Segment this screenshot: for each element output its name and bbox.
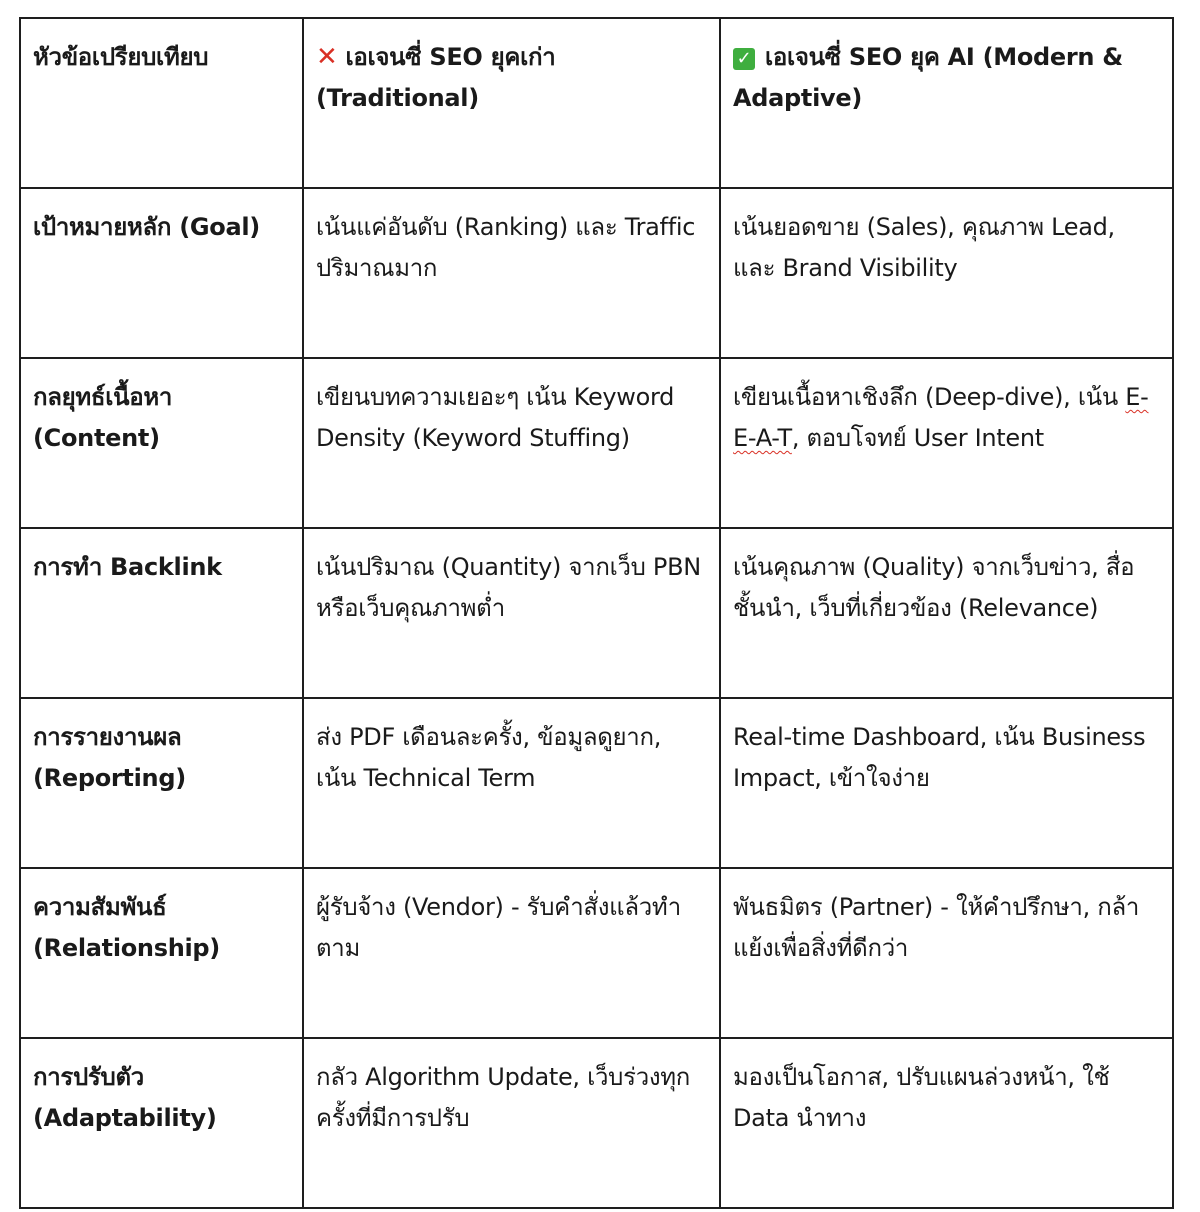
- traditional-cell: กลัว Algorithm Update, เว็บร่วงทุกครั้งที่มีการปรับ: [303, 1038, 720, 1208]
- table-row-adaptability: [20, 1038, 1173, 1208]
- topic-cell: การปรับตัว (Adaptability): [20, 1038, 303, 1208]
- topic-cell: ความสัมพันธ์ (Relationship): [20, 868, 303, 1038]
- modern-cell: เน้นคุณภาพ (Quality) จากเว็บข่าว, สื่อชั้นนำ, เว็บที่เกี่ยวข้อง (Relevance): [720, 528, 1173, 698]
- header-traditional-label: เอเจนซี่ SEO ยุคเก่า (Traditional): [316, 43, 556, 112]
- header-modern-label: เอเจนซี่ SEO ยุค AI (Modern & Adaptive): [733, 43, 1123, 112]
- table-row-reporting: [20, 698, 1173, 868]
- modern-cell: Real-time Dashboard, เน้น Business Impact, เข้าใจง่าย: [720, 698, 1173, 868]
- topic-cell: เป้าหมายหลัก (Goal): [20, 188, 303, 358]
- spellcheck-flagged-word[interactable]: E-E-A-T: [733, 383, 1149, 452]
- traditional-cell: เน้นแค่อันดับ (Ranking) และ Traffic ปริมาณมาก: [303, 188, 720, 358]
- cross-mark-icon: ✕: [316, 42, 338, 72]
- header-traditional: [303, 18, 720, 188]
- header-topic-label: หัวข้อเปรียบเทียบ: [33, 43, 209, 71]
- table-row-backlink: [20, 528, 1173, 698]
- modern-cell: เน้นยอดขาย (Sales), คุณภาพ Lead, และ Brand Visibility: [720, 188, 1173, 358]
- table-header-row: [20, 18, 1173, 188]
- topic-cell: กลยุทธ์เนื้อหา (Content): [20, 358, 303, 528]
- modern-cell: มองเป็นโอกาส, ปรับแผนล่วงหน้า, ใช้ Data นำทาง: [720, 1038, 1173, 1208]
- table-row-content: [20, 358, 1173, 528]
- traditional-cell: เขียนบทความเยอะๆ เน้น Keyword Density (Keyword Stuffing): [303, 358, 720, 528]
- traditional-cell: ส่ง PDF เดือนละครั้ง, ข้อมูลดูยาก, เน้น Technical Term: [303, 698, 720, 868]
- table-row-goal: [20, 188, 1173, 358]
- table-row-relationship: [20, 868, 1173, 1038]
- header-topic: [20, 18, 303, 188]
- modern-text-prefix: เขียนเนื้อหาเชิงลึก (Deep-dive), เน้น: [733, 383, 1126, 411]
- modern-text-suffix: , ตอบโจทย์ User Intent: [791, 424, 1044, 452]
- topic-cell: การทำ Backlink: [20, 528, 303, 698]
- modern-cell: [720, 358, 1173, 528]
- modern-cell: พันธมิตร (Partner) - ให้คำปรึกษา, กล้าแย้งเพื่อสิ่งที่ดีกว่า: [720, 868, 1173, 1038]
- seo-agency-comparison-table: [19, 17, 1174, 1209]
- traditional-cell: เน้นปริมาณ (Quantity) จากเว็บ PBN หรือเว็บคุณภาพต่ำ: [303, 528, 720, 698]
- check-box-icon: ✓: [733, 48, 755, 70]
- topic-cell: การรายงานผล (Reporting): [20, 698, 303, 868]
- traditional-cell: ผู้รับจ้าง (Vendor) - รับคำสั่งแล้วทำตาม: [303, 868, 720, 1038]
- header-modern: [720, 18, 1173, 188]
